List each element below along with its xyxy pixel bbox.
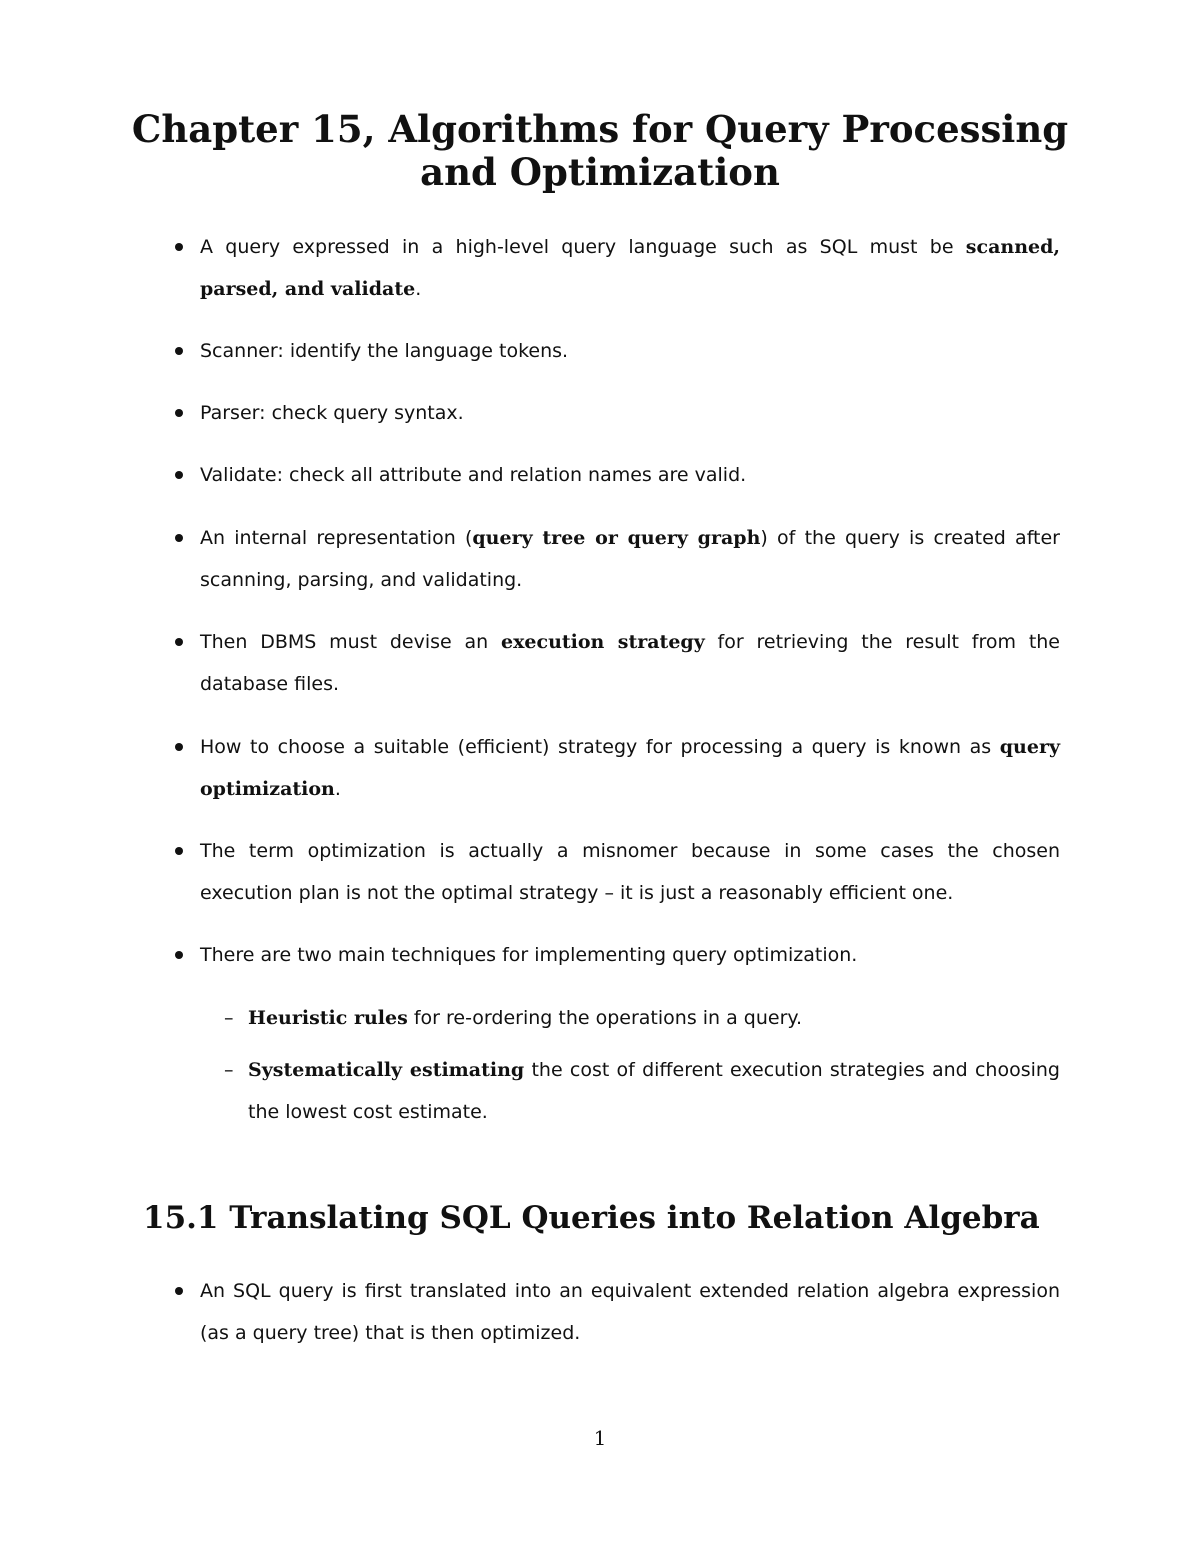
sub-list-item: – Systematically estimating the cost of different execution strategies and choosing the lowest cost estimate. <box>248 1049 1060 1133</box>
list-item: The term optimization is actually a misnomer because in some cases the chosen execution plan is not the optimal strategy – it is just a reasonably efficient one. <box>200 830 1060 914</box>
dash-icon: – <box>224 1059 234 1081</box>
bullet-dot-icon <box>175 243 183 251</box>
list-item: A query expressed in a high-level query language such as SQL must be scanned, parsed, and validate. <box>200 226 1060 310</box>
list-item: How to choose a suitable (efficient) strategy for processing a query is known as query optimization. <box>200 726 1060 810</box>
page-number: 1 <box>593 1426 607 1450</box>
chapter-title-line-1: Chapter 15, Algorithms for Query Processing <box>131 107 1069 151</box>
section-heading: 15.1 Translating SQL Queries into Relation Algebra <box>143 1200 1040 1236</box>
list-item: There are two main techniques for implementing query optimization. <box>200 934 1060 976</box>
sub-list-item: – Heuristic rules for re-ordering the operations in a query. <box>248 997 1060 1039</box>
list-item: Parser: check query syntax. <box>200 392 1060 434</box>
list-item: Validate: check all attribute and relation names are valid. <box>200 454 1060 496</box>
bullet-dot-icon <box>175 951 183 959</box>
bullet-dot-icon <box>175 347 183 355</box>
dash-icon: – <box>224 1007 234 1029</box>
list-item: Then DBMS must devise an execution strategy for retrieving the result from the database files. <box>200 621 1060 705</box>
bullet-dot-icon <box>175 743 183 751</box>
bullet-dot-icon <box>175 409 183 417</box>
bullet-dot-icon <box>175 638 183 646</box>
chapter-title-line-2: and Optimization <box>420 150 780 194</box>
list-item: Scanner: identify the language tokens. <box>200 330 1060 372</box>
chapter-title <box>0 108 1200 194</box>
bullet-dot-icon <box>175 534 183 542</box>
bullet-dot-icon <box>175 471 183 479</box>
list-item: An internal representation (query tree or query graph) of the query is created after scanning, parsing, and validating. <box>200 517 1060 601</box>
bullet-dot-icon <box>175 1287 183 1295</box>
list-item: An SQL query is first translated into an equivalent extended relation algebra expression (as a query tree) that is then optimized. <box>200 1270 1060 1354</box>
bullet-dot-icon <box>175 847 183 855</box>
